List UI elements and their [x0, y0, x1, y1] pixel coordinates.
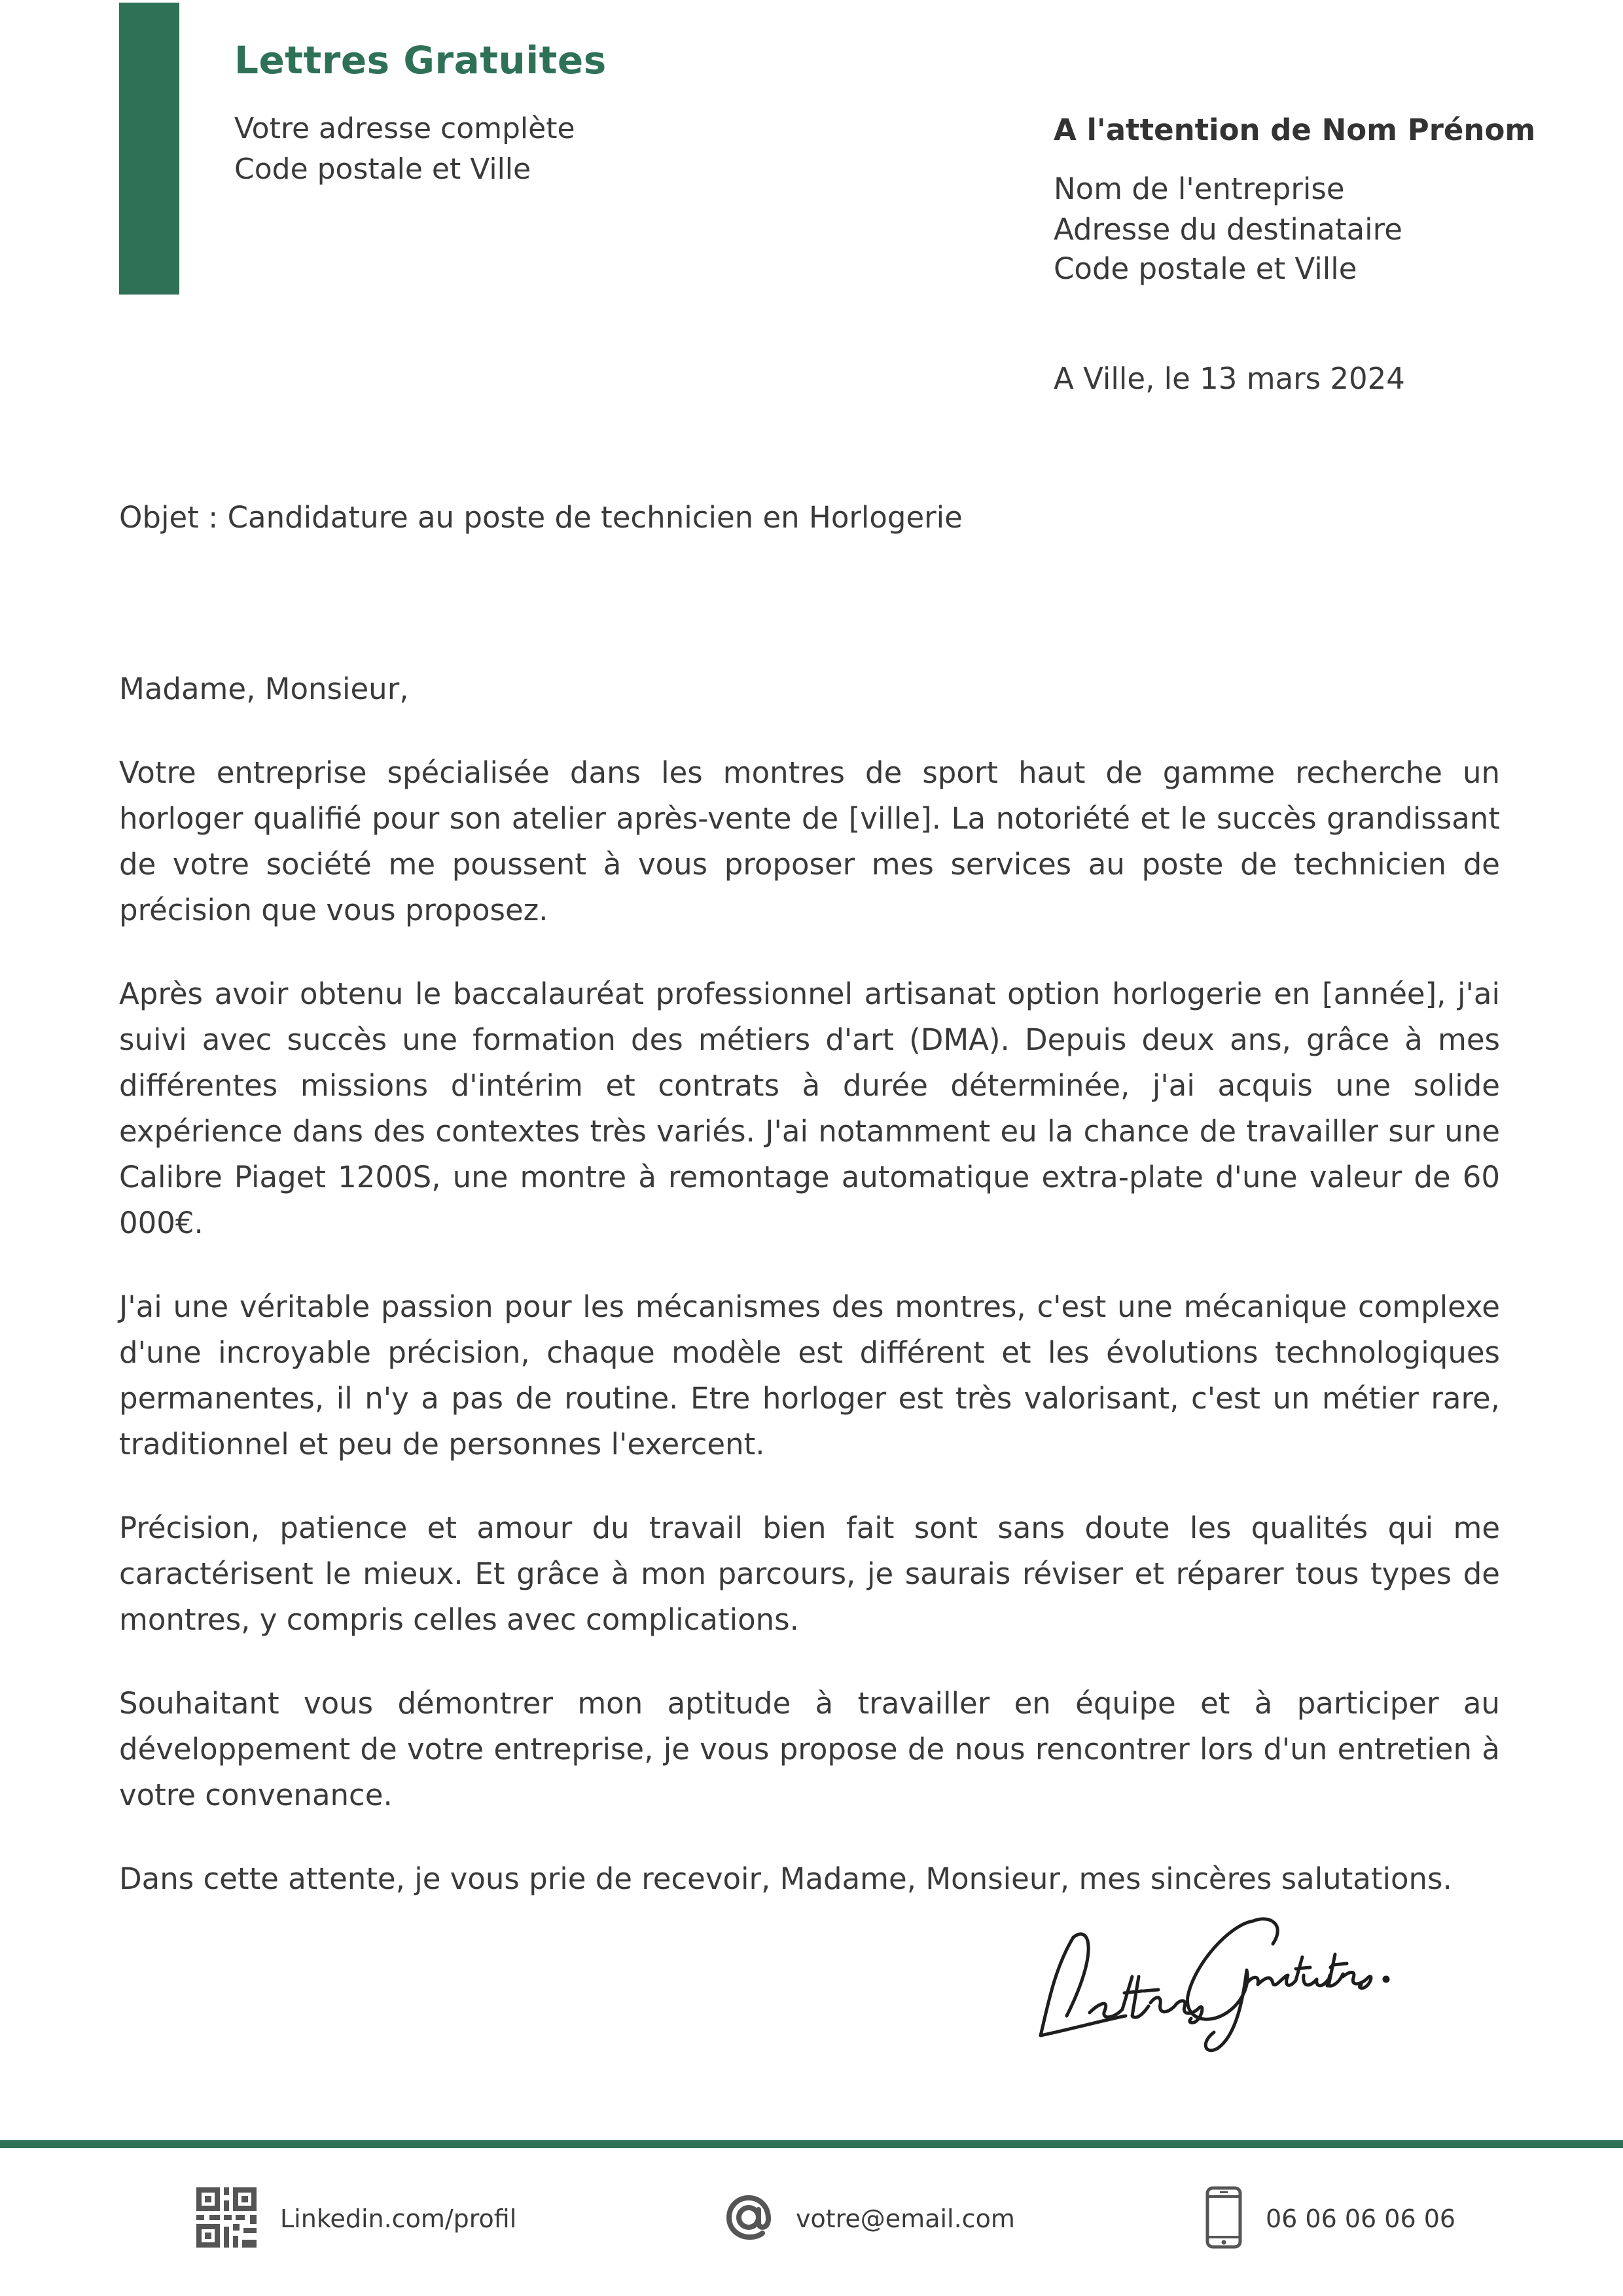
body-paragraph-1: Votre entreprise spécialisée dans les montres de sport haut de gamme recherche un horloger qualifié pour son atelier après-vente de [ville]. La notoriété et le succès grandissant de votre société me poussent à vous proposer mes services au poste de technicien de précision que vous proposez. — [119, 755, 1500, 927]
letter-body — [119, 666, 1500, 1940]
body-paragraph-6: Dans cette attente, je vous prie de recevoir, Madame, Monsieur, mes sincères salutations. — [119, 1861, 1452, 1896]
footer-divider — [0, 2140, 1623, 2148]
sender-brand-name: Lettres Gratuites — [234, 38, 607, 82]
footer-email — [725, 2186, 1015, 2251]
recipient-address: Adresse du destinataire — [1054, 212, 1402, 247]
recipient-company: Nom de l'entreprise — [1054, 171, 1345, 206]
linkedin-text: Linkedin.com/profil — [280, 2204, 517, 2233]
letter-subject: Objet : Candidature au poste de technicien en Horlogerie — [119, 500, 963, 535]
mobile-phone-icon — [1205, 2186, 1242, 2251]
recipient-city: Code postale et Ville — [1054, 251, 1357, 286]
qr-code-icon — [196, 2187, 257, 2250]
body-paragraph-5: Souhaitant vous démontrer mon aptitude à travailler en équipe et à participer au développement de votre entreprise, je vous propose de nous rencontrer lors d'un entretien à votre convenance. — [119, 1686, 1500, 1812]
sender-address-line1: Votre adresse complète — [234, 112, 575, 145]
phone-text: 06 06 06 06 06 — [1266, 2204, 1456, 2233]
body-paragraph-3: J'ai une véritable passion pour les mécanismes des montres, c'est une mécanique complexe d'une incroyable précision, chaque modèle est différent et les évolutions technologiques permanentes, il n'y a pas de routine. Etre horloger est très valorisant, c'est un métier rare, traditionnel et peu de personnes l'exercent. — [119, 1289, 1500, 1462]
recipient-attention: A l'attention de Nom Prénom — [1054, 113, 1536, 147]
body-paragraph-4: Précision, patience et amour du travail bien fait sont sans doute les qualités qui me caractérisent le mieux. Et grâce à mon parcours, je saurais réviser et réparer tous types de montres, y compris celles avec complications. — [119, 1511, 1500, 1637]
sender-address-line2: Code postale et Ville — [234, 152, 531, 186]
email-text: votre@email.com — [796, 2204, 1015, 2233]
footer-phone — [1205, 2186, 1455, 2251]
header-accent-bar — [119, 3, 179, 295]
handwritten-signature — [1027, 1892, 1420, 2062]
salutation: Madame, Monsieur, — [119, 672, 409, 706]
footer-linkedin — [196, 2186, 516, 2251]
at-sign-icon — [725, 2194, 772, 2244]
date-line: A Ville, le 13 mars 2024 — [1054, 361, 1405, 396]
body-paragraph-2: Après avoir obtenu le baccalauréat professionnel artisanat option horlogerie en [année], j'ai suivi avec succès une formation des métiers d'art (DMA). Depuis deux ans, grâce à mes différentes missions d'intérim et contrats à durée déterminée, j'ai acquis une solide expérience dans des contextes très variés. J'ai notamment eu la chance de travailler sur une Calibre Piaget 1200S, une montre à remontage automatique extra-plate d'une valeur de 60 000€. — [119, 977, 1500, 1240]
